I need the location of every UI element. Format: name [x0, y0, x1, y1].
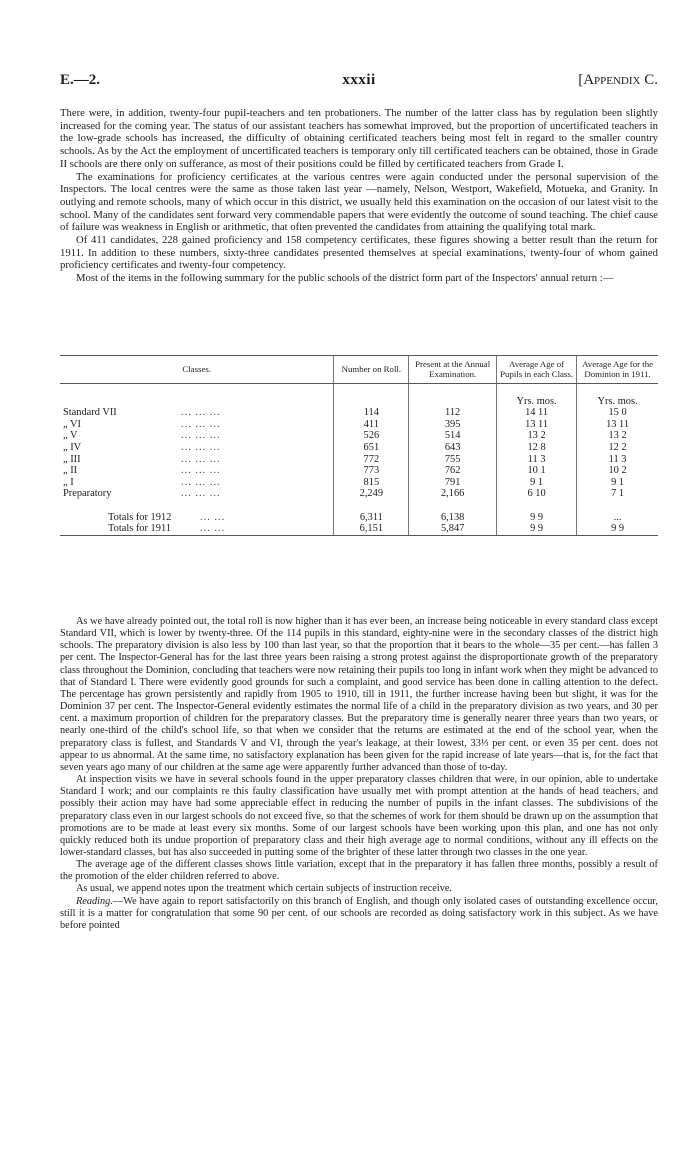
age-cell: 13 11 [497, 419, 577, 431]
age-cell: 6 10 [497, 488, 577, 500]
table-row [60, 442, 658, 454]
dominion-cell: 15 0 [577, 407, 658, 419]
roll-cell: 773 [334, 465, 409, 477]
class-label: „ I [63, 476, 74, 488]
present-cell: 2,166 [409, 488, 497, 500]
leader-dots: ... ... ... [181, 407, 221, 419]
paragraph-7: The average age of the different classes shows little variation, except that in the preparatory it has fallen three months, possibly a result of the promotion of the elder children referred to above. [60, 859, 658, 883]
leader-dots: ... ... ... [181, 430, 221, 442]
table-row [60, 430, 658, 442]
leader-dots: ... ... ... [181, 453, 221, 465]
age-cell: 12 8 [497, 442, 577, 454]
page-header [60, 72, 658, 92]
paragraph-3: Of 411 candidates, 228 gained proficiency and 158 competency certificates, these figures showing a better result than the return for 1911. In addition to these numbers, sixty-three candidates presented themselves at special examinations, twenty-four of whom gained proficiency certificates and twenty-four competency. [60, 234, 658, 272]
paragraph-8: As usual, we append notes upon the treatment which certain subjects of instruction receive. [76, 883, 453, 895]
page-number: xxxii [342, 72, 376, 88]
table-row [60, 477, 658, 489]
age-cell: 10 1 [497, 465, 577, 477]
present-cell: 791 [409, 477, 497, 489]
age-cell: 14 11 [497, 407, 577, 419]
leader-dots: ... ... [200, 511, 226, 523]
paragraph-reading [60, 896, 658, 932]
table-row [60, 454, 658, 466]
present-cell: 6,138 [409, 512, 497, 524]
age-cell: 9 9 [497, 523, 577, 535]
leader-dots: ... ... ... [181, 476, 221, 488]
age-cell: 11 3 [497, 454, 577, 466]
dominion-cell: 9 1 [577, 477, 658, 489]
roll-cell: 772 [334, 454, 409, 466]
units-row [60, 396, 658, 408]
col-header-avg-age: Average Age of Pupils in each Class. [497, 356, 577, 384]
totals-label: Totals for 1911 [108, 523, 171, 535]
leader-dots: ... ... [200, 523, 226, 535]
summary-table [60, 355, 658, 536]
totals-label: Totals for 1912 [108, 511, 172, 523]
present-cell: 5,847 [409, 523, 497, 535]
reading-body: —We have again to report satisfactorily on this branch of English, and though only isolated cases of outstanding excellence occur, still it is a matter for congratulation that some 90 per cent. of our schools are recorded as doing satisfactory work in this subject. As we have before pointed [60, 895, 658, 931]
dominion-cell: 12 2 [577, 442, 658, 454]
roll-cell: 6,151 [334, 523, 409, 535]
class-label: Standard VII [63, 407, 117, 419]
units-label: Yrs. mos. [577, 396, 658, 408]
dominion-cell: 13 2 [577, 430, 658, 442]
col-header-classes: Classes. [60, 356, 334, 384]
dominion-cell: 7 1 [577, 488, 658, 500]
class-label: „ IV [63, 441, 82, 453]
table-header-row [60, 356, 658, 384]
totals-row [60, 523, 658, 535]
present-cell: 395 [409, 419, 497, 431]
class-label: „ II [63, 465, 78, 477]
leader-dots: ... ... ... [181, 488, 221, 500]
header-right: [Appendix C. [578, 72, 658, 88]
leader-dots: ... ... ... [181, 418, 221, 430]
table-row [60, 407, 658, 419]
dominion-cell: 9 9 [577, 523, 658, 535]
roll-cell: 114 [334, 407, 409, 419]
paragraph-5: As we have already pointed out, the total roll is now higher than it has ever been, an increase being noticeable in every standard class except Standard VII, which is lower by twenty-three. Of the 114 pupils in this standard, eighty-nine were in the secondary classes of the district high schools. The preparatory division is also less by 100 than last year, so that the proportion that it bears to the whole—35 per cent.—has fallen 3 per cent. The Inspector-General has for the last three years been raising a strong protest against the disproportionate growth of the preparatory class throughout the Dominion, concluding that teachers were now retaining their pupils too long in infant work when they might be advanced to that of Standard I. There were evidently good grounds for such a complaint, and good service has been done in calling attention to the defect. The percentage has grown persistently and rapidly from 1905 to 1910, till in 1911, the further increase having been but slight, it was for the Dominion 37 per cent. The Inspector-General evidently estimates the normal life of a child in the preparatory division as two years, and 30 per cent. a maximum proportion of children for the preparatory classes. But the preparatory time is generally nearer three years than two years, or nearly one-third of the child's school life, so that when we consider that the returns are estimated at the end of the school year, when the preparatory class is fullest, and Standards V and VI, through the year's leakage, at their lowest, 33⅓ per cent. or even 35 per cent. does not appear to us abnormal. At the same time, no satisfactory explanation has been given for the rapid increase of late years—that is, for the fact that seven years ago many of our children at the same age were apparently further advanced than those of to-day. [60, 616, 658, 773]
present-cell: 112 [409, 407, 497, 419]
dominion-cell: 13 11 [577, 419, 658, 431]
roll-cell: 6,311 [334, 512, 409, 524]
header-left: E.—2. [60, 72, 101, 88]
col-header-dominion-age: Average Age for the Dominion in 1911. [577, 356, 658, 384]
dominion-cell: 11 3 [577, 454, 658, 466]
class-label: „ V [63, 430, 78, 442]
col-header-roll: Number on Roll. [334, 356, 409, 384]
paragraph-4: Most of the items in the following summary for the public schools of the district form part of the Inspectors' annual return :— [76, 272, 614, 285]
roll-cell: 2,249 [334, 488, 409, 500]
age-cell: 9 9 [497, 512, 577, 524]
dominion-cell: 10 2 [577, 465, 658, 477]
roll-cell: 526 [334, 430, 409, 442]
roll-cell: 815 [334, 477, 409, 489]
roll-cell: 411 [334, 419, 409, 431]
age-cell: 9 1 [497, 477, 577, 489]
present-cell: 514 [409, 430, 497, 442]
table-row [60, 488, 658, 500]
dominion-cell: ... [577, 512, 658, 524]
leader-dots: ... ... ... [181, 441, 221, 453]
col-header-present: Present at the Annual Examination. [409, 356, 497, 384]
class-label: „ VI [63, 418, 81, 430]
leader-dots: ... ... ... [181, 465, 221, 477]
text-block-top [60, 107, 658, 285]
roll-cell: 651 [334, 442, 409, 454]
age-cell: 13 2 [497, 430, 577, 442]
table-row [60, 419, 658, 431]
present-cell: 755 [409, 454, 497, 466]
table-row [60, 465, 658, 477]
units-label: Yrs. mos. [497, 396, 577, 408]
paragraph-6: At inspection visits we have in several schools found in the upper preparatory classes children that were, in our opinion, able to undertake Standard I work; and our complaints re this faulty classification have usually met with prompt attention at the hands of head teachers, and possibly their action may have had some appreciable effect in reducing the number of pupils in the infant classes. The subdivisions of the preparatory class even in our largest schools do not exceed five, so that the schemes of work for them should be drawn up on the assumption that promotions are to be made at least every six months. Some of our largest schools have been working upon this plan, and one has not only quickly reduced both its undue proportion of preparatory class and their high average age to normal conditions, without any ill effects on the lower-standard classes, but has also succeeded in putting some of the brighter of these latter through two classes in the one year. [60, 774, 658, 858]
paragraph-2: The examinations for proficiency certificates at the various centres were again conducted under the personal supervision of the Inspectors. The local centres were the same as those taken last year —namely, Nelson, Westport, Wakefield, Motueka, and Granity. In outlying and remote schools, many of which occur in this district, we usually held this examination on the occasion of our latest visit to the school. Many of the candidates sent forward very commendable papers that were evidently the outcome of sound teaching. The chief cause of failure was weakness in English or arithmetic, that often prevented the candidates from attaining the qualifying total mark. [60, 170, 658, 234]
totals-row [60, 512, 658, 524]
reading-heading: Reading. [76, 895, 113, 907]
class-label: Preparatory [63, 488, 112, 500]
present-cell: 762 [409, 465, 497, 477]
paragraph-1: There were, in addition, twenty-four pupil-teachers and ten probationers. The number of the latter class has by regulation been slightly increased for the coming year. The status of our assistant teachers has somewhat improved, but the proportion of uncertificated teachers in the low-grade schools has increased, the difficulty of obtaining certificated teachers being most felt in regard to the smaller country schools. As by the Act the employment of uncertificated teachers is temporary only till certificated teachers can be obtained, those in Grade II schools are there only on sufferance, as most of their positions could be filled by certificated teachers from Grade I. [60, 107, 658, 170]
present-cell: 643 [409, 442, 497, 454]
class-label: „ III [63, 453, 81, 465]
text-block-bottom [60, 616, 658, 932]
